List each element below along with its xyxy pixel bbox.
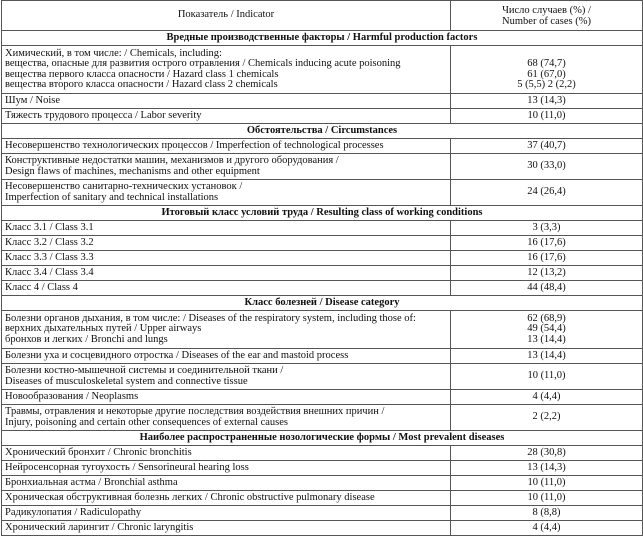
indicator-text: Бронхиальная астма / Bronchial asthma <box>5 476 178 488</box>
cases-cell <box>451 236 643 251</box>
cases-cell <box>451 405 643 431</box>
cases-value: 4 (4,4) <box>532 390 561 402</box>
indicator-cell <box>2 446 451 461</box>
indicator-text: бронхов и легких / Bronchi and lungs <box>5 333 168 345</box>
cases-value: 49 (54,4) <box>527 323 566 335</box>
indicator-cell <box>2 94 451 109</box>
indicator-text: Injury, poisoning and certain other consequences of external causes <box>5 416 289 428</box>
table-header-row <box>2 1 643 31</box>
indicator-text: вещества первого класса опасности / Hazard class 1 chemicals <box>5 68 279 80</box>
indicator-cell <box>2 476 451 491</box>
indicator-text: Радикулопатия / Radiculopathy <box>5 506 142 518</box>
indicator-text: Тяжесть трудового процесса / Labor severity <box>5 109 202 121</box>
table-row <box>2 521 643 536</box>
indicator-text: Травмы, отравления и некоторые другие последствия воздействия внешних причин / <box>5 406 385 417</box>
cases-cell <box>451 476 643 491</box>
indicator-text: Несовершенство технологических процессов / Imperfection of technological processes <box>5 139 384 151</box>
section-title: Итоговый класс условий труда / Resulting class of working conditions <box>2 206 643 221</box>
cases-cell <box>451 180 643 206</box>
cases-cell <box>451 154 643 180</box>
cases-value: 13 (14,3) <box>527 94 566 106</box>
section-title: Обстоятельства / Circumstances <box>2 124 643 139</box>
indicator-cell <box>2 506 451 521</box>
cases-value: 62 (68,9) <box>527 312 566 324</box>
cases-value: 10 (11,0) <box>527 109 566 121</box>
indicator-cell <box>2 46 451 94</box>
indicator-text: Шум / Noise <box>5 94 61 106</box>
table-row <box>2 461 643 476</box>
table-row <box>2 154 643 180</box>
section-header-row <box>2 206 643 221</box>
indicator-text: Конструктивные недостатки машин, механизмов и другого оборудования / <box>5 155 339 166</box>
cases-value: 10 (11,0) <box>527 491 566 503</box>
cases-value: 12 (13,2) <box>527 266 566 278</box>
cases-value: 10 (11,0) <box>527 370 566 382</box>
section-header-row <box>2 296 643 311</box>
indicator-cell <box>2 139 451 154</box>
cases-value: 44 (48,4) <box>527 281 566 293</box>
cases-value: 16 (17,6) <box>527 251 566 263</box>
table-row <box>2 311 643 349</box>
table-row <box>2 251 643 266</box>
indicator-cell <box>2 364 451 390</box>
cases-cell <box>451 521 643 536</box>
indicator-cell <box>2 491 451 506</box>
indicator-cell <box>2 390 451 405</box>
indicator-cell <box>2 154 451 180</box>
section-header-row <box>2 31 643 46</box>
cases-cell <box>451 109 643 124</box>
table-row <box>2 506 643 521</box>
cases-value: 2 (2,2) <box>532 411 561 423</box>
cases-cell <box>451 221 643 236</box>
cases-value: 5 (5,5) 2 (2,2) <box>517 79 576 90</box>
table-row <box>2 139 643 154</box>
section-title: Класс болезней / Disease category <box>2 296 643 311</box>
indicator-cell <box>2 405 451 431</box>
table-row <box>2 266 643 281</box>
indicator-text: Нейросенсорная тугоухость / Sensorineural hearing loss <box>5 461 249 473</box>
table-row <box>2 46 643 94</box>
indicator-cell <box>2 236 451 251</box>
table-row <box>2 349 643 364</box>
indicator-text: Класс 3.1 / Class 3.1 <box>5 221 94 233</box>
cases-cell <box>451 506 643 521</box>
cases-header <box>451 1 643 31</box>
table-row <box>2 94 643 109</box>
indicator-text: Класс 3.3 / Class 3.3 <box>5 251 94 263</box>
indicator-text: Болезни костно-мышечной системы и соединительной ткани / <box>5 365 284 376</box>
section-title: Вредные производственные факторы / Harmful production factors <box>2 31 643 46</box>
indicator-text: Новообразования / Neoplasms <box>5 390 139 402</box>
cases-header-line: Number of cases (%) <box>502 15 591 27</box>
cases-cell <box>451 266 643 281</box>
cases-cell <box>451 251 643 266</box>
cases-value: 10 (11,0) <box>527 476 566 488</box>
indicator-text: вещества, опасные для развития острого отравления / Chemicals inducing acute poisoning <box>5 58 401 69</box>
cases-value: 13 (14,4) <box>527 333 566 345</box>
table-row <box>2 109 643 124</box>
indicator-cell <box>2 180 451 206</box>
data-table <box>1 0 643 536</box>
table-row <box>2 221 643 236</box>
indicator-text: Хроническая обструктивная болезнь легких / Chronic obstructive pulmonary disease <box>5 491 375 503</box>
indicator-header: Показатель / Indicator <box>2 1 451 31</box>
indicator-text: Болезни органов дыхания, в том числе: / Diseases of the respiratory system, including those of: <box>5 312 416 324</box>
cases-value: 13 (14,4) <box>527 349 566 361</box>
indicator-text: Класс 3.2 / Class 3.2 <box>5 236 94 248</box>
table-row <box>2 390 643 405</box>
cases-value: 8 (8,8) <box>532 506 561 518</box>
table-row <box>2 364 643 390</box>
indicator-text: Design flaws of machines, mechanisms and other equipment <box>5 165 260 177</box>
indicator-cell <box>2 311 451 349</box>
indicator-text: Класс 4 / Class 4 <box>5 281 78 293</box>
cases-cell <box>451 94 643 109</box>
cases-cell <box>451 46 643 94</box>
cases-cell <box>451 281 643 296</box>
cases-cell <box>451 364 643 390</box>
table-body <box>2 31 643 536</box>
cases-cell <box>451 446 643 461</box>
table-row <box>2 281 643 296</box>
indicator-cell <box>2 221 451 236</box>
table-row <box>2 236 643 251</box>
cases-value: 30 (33,0) <box>527 160 566 172</box>
section-header-row <box>2 431 643 446</box>
cases-value: 3 (3,3) <box>532 221 561 233</box>
cases-value: 61 (67,0) <box>527 68 566 80</box>
indicator-text: Хронический ларингит / Chronic laryngitis <box>5 521 194 533</box>
section-header-row <box>2 124 643 139</box>
indicator-cell <box>2 266 451 281</box>
cases-value: 24 (26,4) <box>527 186 566 198</box>
table-row <box>2 446 643 461</box>
indicator-text: Класс 3.4 / Class 3.4 <box>5 266 94 278</box>
indicator-cell <box>2 349 451 364</box>
cases-value: 13 (14,3) <box>527 461 566 473</box>
table-row <box>2 476 643 491</box>
cases-value: 68 (74,7) <box>527 58 566 69</box>
indicator-text: Diseases of musculoskeletal system and connective tissue <box>5 375 248 387</box>
cases-cell <box>451 491 643 506</box>
table-row <box>2 180 643 206</box>
cases-value: 28 (30,8) <box>527 446 566 458</box>
cases-cell <box>451 390 643 405</box>
cases-cell <box>451 139 643 154</box>
table-row <box>2 491 643 506</box>
cases-value: 37 (40,7) <box>527 139 566 151</box>
indicator-cell <box>2 109 451 124</box>
indicator-cell <box>2 281 451 296</box>
cases-cell <box>451 311 643 349</box>
indicator-text: Болезни уха и сосцевидного отростка / Diseases of the ear and mastoid process <box>5 349 349 361</box>
indicator-cell <box>2 251 451 266</box>
indicator-text: Химический, в том числе: / Chemicals, including: <box>5 47 222 59</box>
cases-header-line: Число случаев (%) / <box>502 4 591 16</box>
indicator-text: Несовершенство санитарно-технических установок / <box>5 181 243 192</box>
table-row <box>2 405 643 431</box>
cases-value: 16 (17,6) <box>527 236 566 248</box>
indicator-text: верхних дыхательных путей / Upper airways <box>5 323 202 335</box>
section-title: Наиболее распространенные нозологические формы / Most prevalent diseases <box>2 431 643 446</box>
indicator-text: Imperfection of sanitary and technical installations <box>5 191 219 203</box>
indicator-cell <box>2 461 451 476</box>
indicator-cell <box>2 521 451 536</box>
indicator-text: вещества второго класса опасности / Hazard class 2 chemicals <box>5 79 278 90</box>
cases-value: 4 (4,4) <box>532 521 561 533</box>
cases-cell <box>451 349 643 364</box>
indicator-text: Хронический бронхит / Chronic bronchitis <box>5 446 192 458</box>
cases-cell <box>451 461 643 476</box>
